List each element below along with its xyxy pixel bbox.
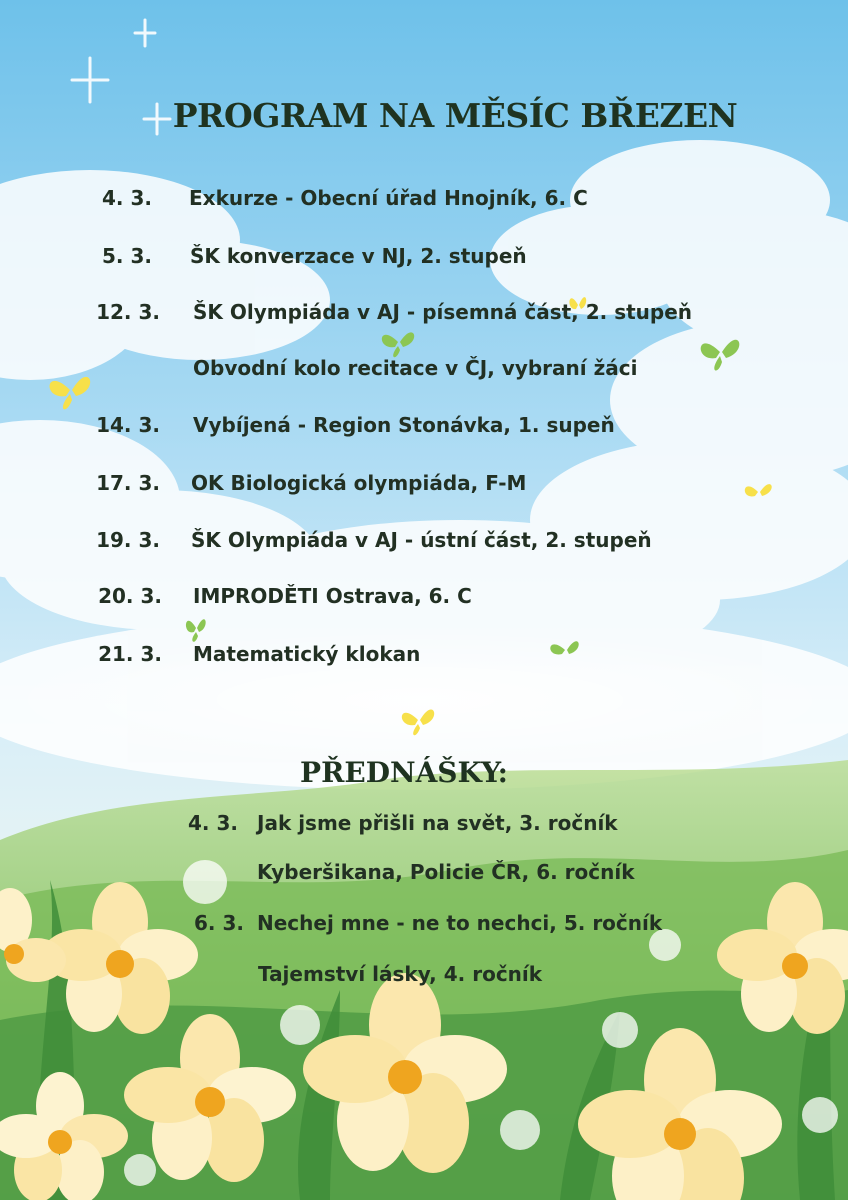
- event-text: ŠK konverzace v NJ, 2. stupeň: [190, 244, 527, 268]
- event-text: Obvodní kolo recitace v ČJ, vybraní žáci: [193, 356, 638, 380]
- event-date: 5. 3.: [102, 244, 152, 268]
- event-date: 4. 3.: [102, 186, 152, 210]
- lecture-date: 4. 3.: [188, 811, 238, 835]
- event-date: 12. 3.: [96, 300, 160, 324]
- event-text: IMPRODĚTI Ostrava, 6. C: [193, 584, 472, 608]
- event-date: 14. 3.: [96, 413, 160, 437]
- event-text: Vybíjená - Region Stonávka, 1. supeň: [193, 413, 615, 437]
- lecture-text: Nechej mne - ne to nechci, 5. ročník: [257, 911, 663, 935]
- event-text: OK Biologická olympiáda, F-M: [191, 471, 527, 495]
- event-text: Matematický klokan: [193, 642, 421, 666]
- event-text: Exkurze - Obecní úřad Hnojník, 6. C: [189, 186, 588, 210]
- lecture-text: Kyberšikana, Policie ČR, 6. ročník: [257, 860, 635, 884]
- page-title: PROGRAM NA MĚSÍC BŘEZEN: [172, 96, 738, 135]
- event-date: 21. 3.: [98, 642, 162, 666]
- lecture-text: Jak jsme přišli na svět, 3. ročník: [257, 811, 618, 835]
- lecture-date: 6. 3.: [194, 911, 244, 935]
- event-text: ŠK Olympiáda v AJ - ústní část, 2. stupeň: [191, 528, 652, 552]
- lectures-title: PŘEDNÁŠKY:: [300, 756, 508, 789]
- lecture-text: Tajemství lásky, 4. ročník: [258, 962, 543, 986]
- event-text: ŠK Olympiáda v AJ - písemná část, 2. stupeň: [193, 300, 693, 324]
- event-date: 20. 3.: [98, 584, 162, 608]
- event-date: 17. 3.: [96, 471, 160, 495]
- event-date: 19. 3.: [96, 528, 160, 552]
